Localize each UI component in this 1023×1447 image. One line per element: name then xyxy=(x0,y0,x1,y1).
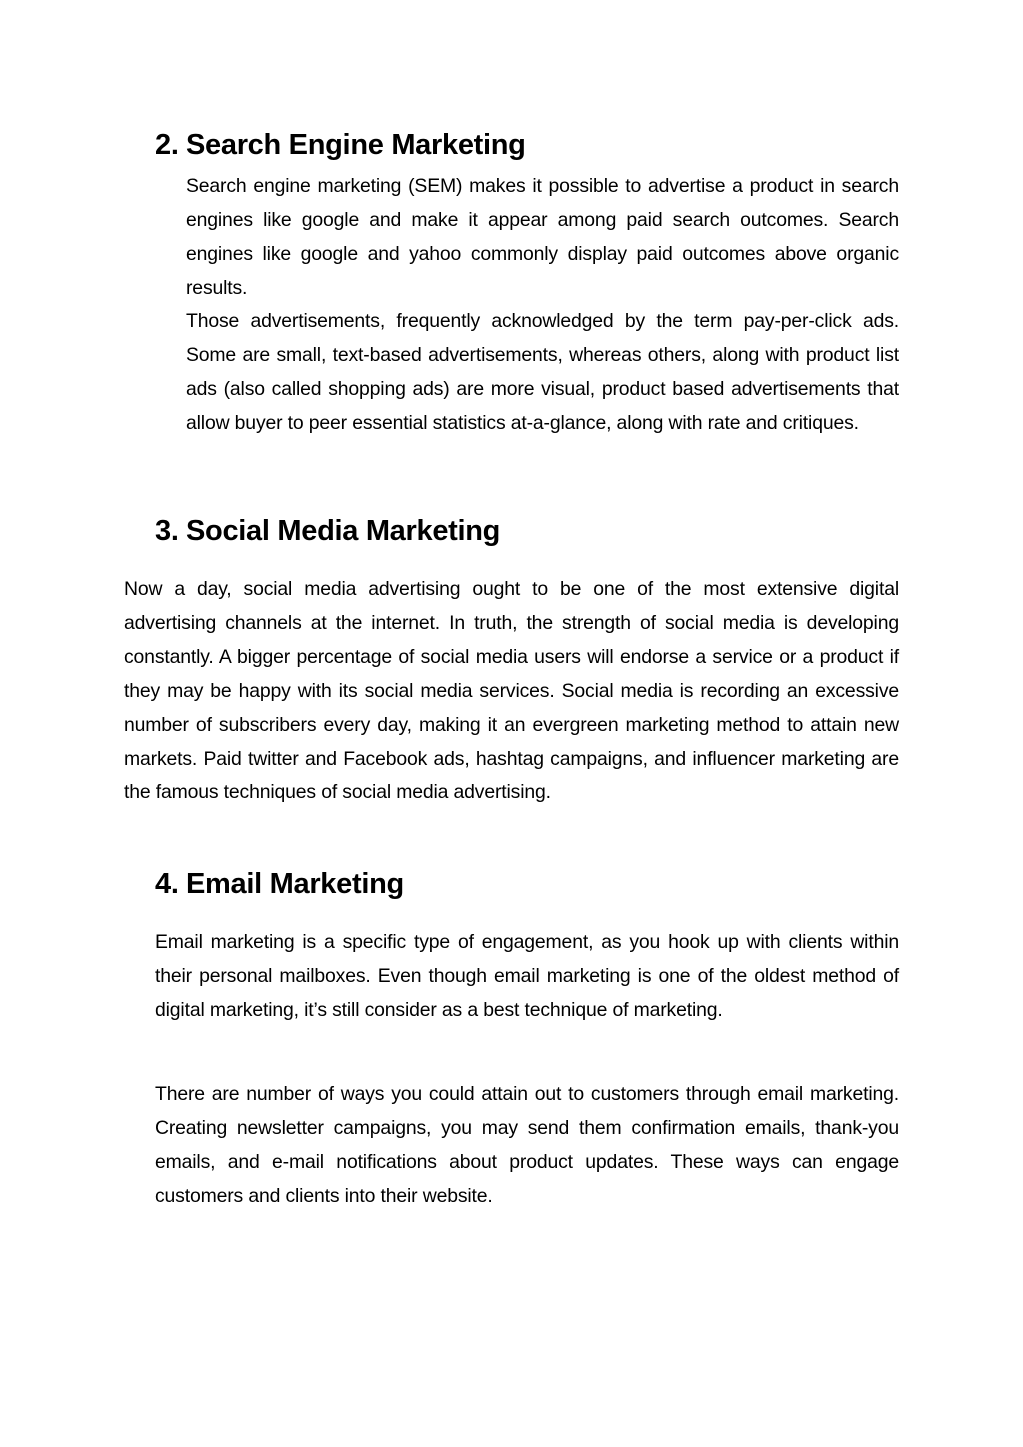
paragraph-sem-intro: Search engine marketing (SEM) makes it possible to advertise a product in search engines like google and make it appear among paid search outcomes. Search engines like google and yahoo commonly display paid outcomes above organic results. xyxy=(186,175,899,299)
paragraph-social-media: Now a day, social media advertising ought to be one of the most extensive digital advertising channels at the internet. In truth, the strength of social media is developing constantly. A bigger percentage of social media users will endorse a service or a product if they may be happy with its social media services. Social media is recording an excessive number of subscribers every day, making it an evergreen marketing method to attain new markets. Paid twitter and Facebook ads, hashtag campaigns, and influencer marketing are the famous techniques of social media advertising. xyxy=(124,578,899,804)
section-title: Email Marketing xyxy=(186,868,404,900)
paragraph-email-intro: Email marketing is a specific type of engagement, as you hook up with clients within their personal mailboxes. Even though email marketing is one of the oldest method of digital marketing, it’s still consider as a best technique of marketing. xyxy=(155,931,899,1021)
paragraph-email-ways: There are number of ways you could attain out to customers through email marketing. Creating newsletter campaigns, you may send them confirmation emails, thank-you emails, and e-mail notifications about product updates. These ways can engage customers and clients into their website. xyxy=(155,1083,899,1207)
section-number: 4. xyxy=(155,868,179,900)
section-number: 2. xyxy=(155,129,179,161)
section-title: Search Engine Marketing xyxy=(186,129,526,161)
paragraph-sem-ads: Those advertisements, frequently acknowledged by the term pay-per-click ads. Some are small, text-based advertisements, whereas others, along with product list ads (also called shopping ads) are more visual, product based advertisements that allow buyer to peer essential statistics at-a-glance, along with rate and critiques. xyxy=(186,310,899,434)
section-heading-social-media-marketing xyxy=(155,514,500,548)
section-title: Social Media Marketing xyxy=(186,515,501,547)
section-number: 3. xyxy=(155,515,179,547)
section-heading-search-engine-marketing xyxy=(155,128,526,162)
section-heading-email-marketing xyxy=(155,867,404,901)
